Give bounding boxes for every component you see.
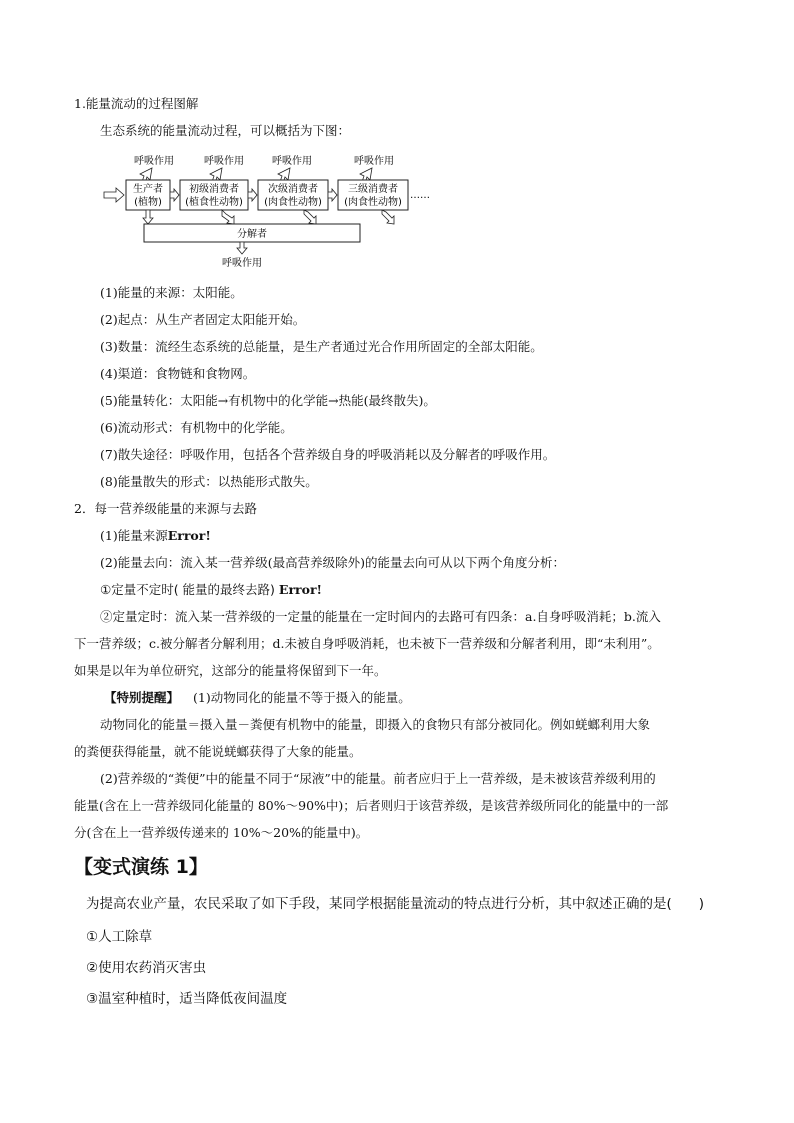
exercise-heading: 【变式演练 1】 (74, 856, 208, 878)
box-label: 生产者 (133, 184, 163, 195)
special-tip-line (104, 690, 411, 706)
box-label: 次级消费者 (268, 184, 318, 195)
point-8: (8)能量散失的形式：以热能形式散失。 (100, 474, 318, 489)
destination-intro: (2)能量去向：流入某一营养级(最高营养级除外)的能量去向可从以下两个角度分析： (100, 555, 565, 570)
exercise-option-2: ②使用农药消灭害虫 (86, 960, 207, 976)
determined-line-2: 下一营养级；c.被分解者分解利用；d.未被自身呼吸消耗，也未被下一营养级和分解者利用，即“未利用”。 (74, 636, 660, 651)
box-label: (肉食性动物) (264, 197, 322, 208)
special-tip-label: 【特别提醒】 (104, 690, 180, 705)
respiration-label: 呼吸作用 (134, 156, 174, 167)
point-4: (4)渠道：食物链和食物网。 (100, 366, 256, 381)
energy-source-label: (1)能量来源 (100, 528, 168, 543)
point-1: (1)能量的来源：太阳能。 (100, 285, 243, 300)
error-text: Error! (167, 528, 211, 543)
respiration-arrow-icon (140, 168, 372, 183)
undetermined-label: ①定量不定时( 能量的最终去路) (100, 582, 275, 597)
point-5: (5)能量转化：太阳能→有机物中的化学能→热能(最终散失)。 (100, 393, 436, 408)
point-3: (3)数量：流经生态系统的总能量，是生产者通过光合作用所固定的全部太阳能。 (100, 339, 543, 354)
point-2: (2)起点：从生产者固定太阳能开始。 (100, 312, 306, 327)
box-label: 初级消费者 (189, 184, 239, 195)
point-6: (6)流动形式：有机物中的化学能。 (100, 420, 293, 435)
tip-1-line-2: 的粪便获得能量，就不能说蜣螂获得了大象的能量。 (74, 744, 362, 759)
tip-1-line-1: 动物同化的能量＝摄入量－粪便有机物中的能量，即摄入的食物只有部分被同化。例如蜣螂利用大象 (100, 717, 651, 732)
box-label: (植物) (134, 197, 162, 208)
determined-line-1: ②定量定时：流入某一营养级的一定量的能量在一定时间内的去路可有四条：a.自身呼吸消耗；b.流入 (100, 609, 661, 624)
exercise-option-1: ①人工除草 (86, 929, 153, 945)
error-text: Error! (278, 582, 323, 597)
tip-2-line-3: 分(含在上一营养级传递来的 10%～20%的能量中)。 (74, 825, 369, 840)
determined-line-3: 如果是以年为单位研究，这部分的能量将保留到下一年。 (74, 663, 387, 678)
decomposer-label: 分解者 (237, 229, 267, 240)
respiration-label: 呼吸作用 (272, 156, 312, 167)
energy-source-line (100, 528, 211, 544)
respiration-arrow-icon (237, 242, 247, 254)
tip-2-line-2: 能量(含在上一营养级同化能量的 80%～90%中)；后者则归于该营养级，是该营养级所同化的能量中的一部 (74, 798, 669, 813)
section1-intro: 生态系统的能量流动过程，可以概括为下图： (100, 123, 351, 138)
ellipsis-text: …… (410, 190, 430, 201)
energy-flow-diagram (100, 148, 440, 270)
box-label: 三级消费者 (348, 184, 398, 195)
exercise-option-3: ③温室种植时，适当降低夜间温度 (86, 991, 288, 1007)
exercise-question: 为提高农业产量，农民采取了如下手段，某同学根据能量流动的特点进行分析，其中叙述正确的是( ) (86, 896, 705, 912)
undetermined-line (100, 582, 322, 598)
input-arrow-icon (104, 188, 124, 202)
decompose-arrow-icon (143, 210, 394, 224)
point-7: (7)散失途径：呼吸作用，包括各个营养级自身的呼吸消耗以及分解者的呼吸作用。 (100, 447, 556, 462)
respiration-label: 呼吸作用 (204, 156, 244, 167)
special-tip-1: (1)动物同化的能量不等于摄入的能量。 (193, 690, 411, 705)
respiration-label: 呼吸作用 (354, 156, 394, 167)
respiration-label: 呼吸作用 (222, 258, 262, 269)
section2-title: 2．每一营养级能量的来源与去路 (74, 501, 257, 516)
tip-2-line-1: (2)营养级的“粪便”中的能量不同于“尿液”中的能量。前者应归于上一营养级，是未被该营养级利用的 (100, 771, 656, 786)
section1-title: 1.能量流动的过程图解 (74, 96, 199, 111)
box-label: (植食性动物) (185, 197, 243, 208)
box-label: (肉食性动物) (344, 197, 402, 208)
